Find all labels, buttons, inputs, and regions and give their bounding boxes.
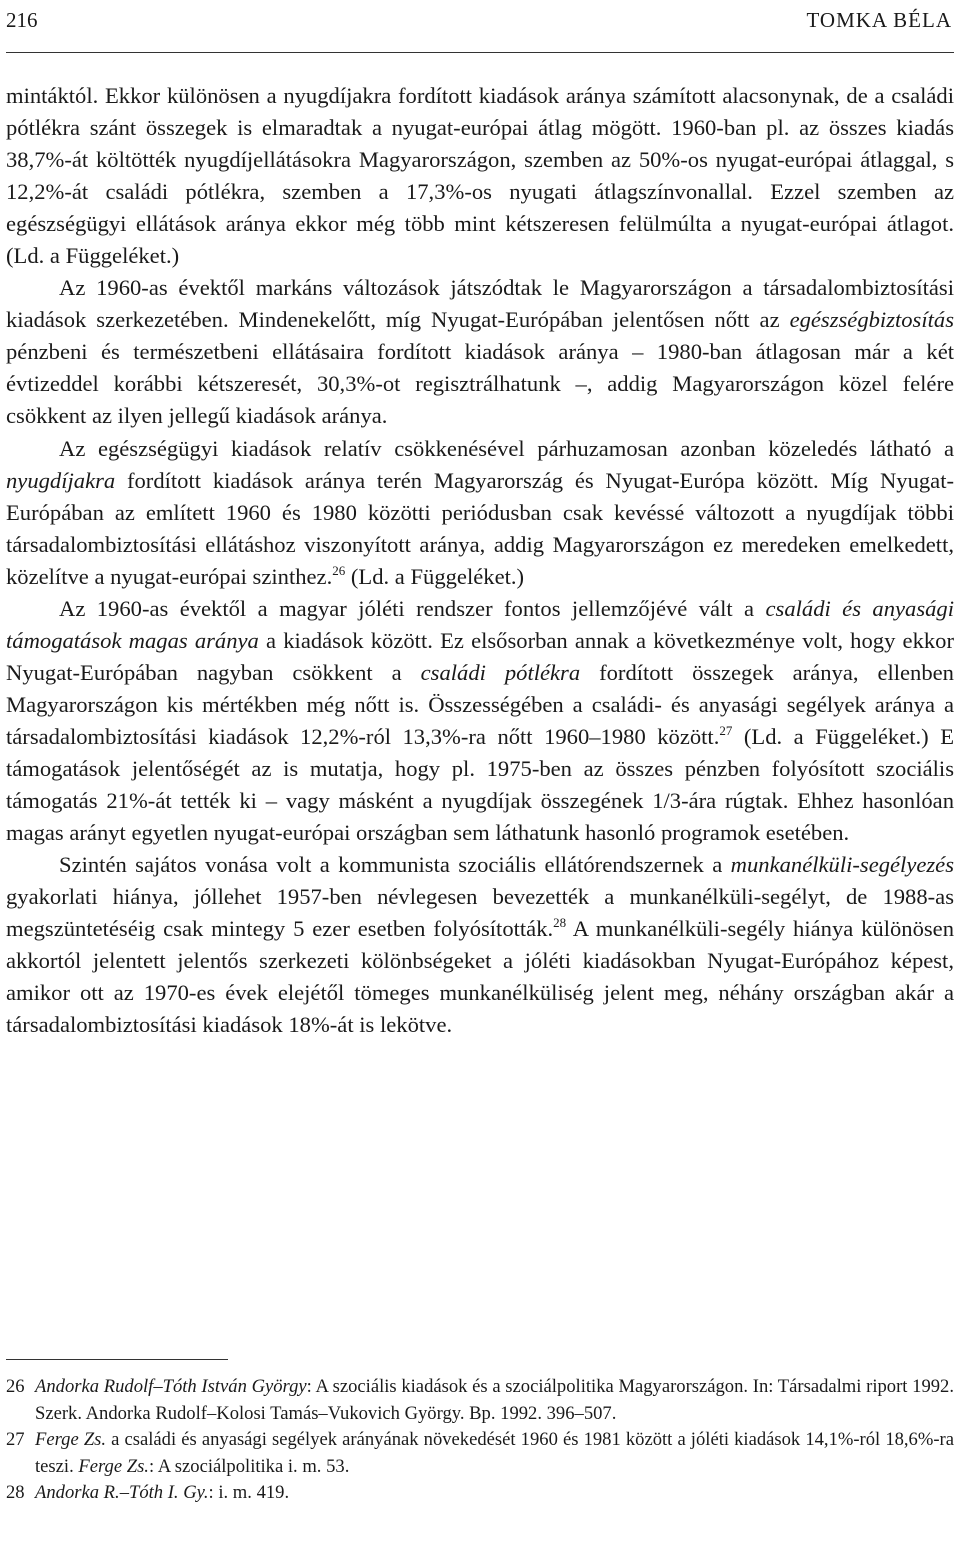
paragraph-1: mintáktól. Ekkor különösen a nyugdíjakra fordított kiadások aránya számított alacsonynak, de a családi pótlékra szánt összegek is elmaradtak a nyugat-európai átlag mögött. 1960-ban pl. az összes kiadás 38,7%-át költötték nyugdíjellátásokra Magyarországon, szemben az 50%-os nyugat-európai átlaggal, s 12,2%-át családi pótlékra, szemben a 17,3%-os nyugati átlagszínvonallal. Ezzel szemben az egészségügyi ellátások aránya ekkor még több mint kétszeresen felülmúlta a nyugat-európai átlagot. (Ld. a Függeléket.): [6, 83, 954, 269]
footnote-number: 27: [6, 1429, 25, 1451]
footnotes: [6, 1374, 954, 1507]
paragraph-3: Az egészségügyi kiadások relatív csökkenésével párhuzamosan azonban közeledés látható a nyugdíjakra fordított kiadások aránya terén Magyarország és Nyugat-Európa között. Míg Nyugat-Európában az említett 1960 és 1980 közötti periódusban csak kevéssé változott a nyugdíjak többi társadalombiztosítási ellátáshoz viszonyított aránya, addig Magyarországon ez meredeken emelkedett, közelítve a nyugat-európai szinthez.$^{26}$ (Ld. a Függeléket.): [6, 435, 954, 589]
page-header: [6, 6, 952, 34]
footnote-ref-27[interactable]: 27: [719, 722, 733, 738]
footnote-separator: [6, 1359, 228, 1360]
emphasis: családi és anyasági támogatások magas aránya: [6, 595, 954, 653]
footnote-ref-26[interactable]: 26: [332, 562, 346, 578]
paragraph-4: Az 1960-as évektől a magyar jóléti rendszer fontos jellemzőjévé vált a családi és anyasági támogatások magas aránya a kiadások között. Ez elsősorban annak a következménye volt, hogy ekkor Nyugat-Európában nagyban csökkent a családi pótlékra fordított összegek aránya, ellenben Magyarországon kis mértékben még nőtt is. Összességében a családi- és anyasági segélyek aránya a társadalombiztosítási kiadások 12,2%-ról 13,3%-ra nőtt 1960–1980 között.$^{27}$ (Ld. a Függeléket.) E támogatások jelentőségét az is mutatja, hogy pl. 1975-ben az összes pénzben folyósított szociális támogatás 21%-át tették ki – vagy másként a nyugdíjak összegének 1/3-ára rúgtak. Ehhez hasonlóan magas arányt egyetlen nyugat-európai országban sem láthatunk hasonló programok esetében.: [6, 595, 955, 846]
footnote-ref-28[interactable]: 28: [553, 915, 567, 931]
footnote-27: 27 Ferge Zs. a családi és anyasági segélyek arányának növekedését 1960 és 1981 között a jóléti kiadások 14,1%-ról 18,6%-ra teszi. Ferge Zs.: A szociálpolitika i. m. 53.: [6, 1429, 954, 1477]
paragraph-2: Az 1960-as évektől markáns változások játszódtak le Magyarországon a társadalombiztosítási kiadások szerkezetében. Mindenekelőtt, míg Nyugat-Európában jelentősen nőtt az egészségbiztosítás pénzbeni és természetbeni ellátásaira fordított kiadások aránya – 1980-ban átlagosan már a két évtizeddel korábbi kétszeresét, 30,3%-ot regisztrálhatunk –, addig Magyarországon közel felére csökkent az ilyen jellegű kiadások aránya.: [6, 275, 954, 429]
running-title: TOMKA BÉLA: [806, 8, 952, 32]
emphasis: munkanélküli-segélyezés: [730, 852, 954, 878]
emphasis: családi pótlékra: [420, 659, 581, 685]
footnote-author: Andorka R.–Tóth I. Gy.: [35, 1482, 209, 1504]
footnote-author: Ferge Zs.: [78, 1455, 149, 1477]
page-number: 216: [6, 8, 38, 32]
emphasis: egészségbiztosítás: [789, 307, 954, 333]
header-rule: [6, 52, 954, 53]
footnote-number: 26: [6, 1376, 25, 1397]
emphasis: nyugdíjakra: [6, 467, 116, 493]
footnote-26: 26 Andorka Rudolf–Tóth István György: A szociális kiadások és a szociálpolitika Magyarországon. In: Társadalmi riport 1992. Szerk. Andorka Rudolf–Kolosi Tamás–Vukovich György. Bp. 1992. 396–507.: [6, 1376, 954, 1424]
body-text: [6, 80, 954, 1041]
footnote-author: Ferge Zs.: [35, 1429, 107, 1451]
footnote-28: 28 Andorka R.–Tóth I. Gy.: i. m. 419.: [6, 1480, 954, 1507]
footnote-number: 28: [6, 1482, 25, 1504]
paragraph-5: Szintén sajátos vonása volt a kommunista szociális ellátórendszernek a munkanélküli-segélyezés gyakorlati hiánya, jóllehet 1957-ben névlegesen bevezették a munkanélküli-segélyt, de 1988-as megszüntetéséig csak mintegy 5 ezer esetben folyósították.$^{28}$ A munkanélküli-segély hiánya különösen akkortól jelentett jelentős szerkezeti kölönbségeket a jóléti kiadásokban Nyugat-Európához képest, amikor ott az 1970-es évek elejétől tömeges munkanélküliség jelent meg, néhány országban akár a társadalombiztosítási kiadások 18%-át is lekötve.: [6, 852, 955, 1038]
footnote-author: Andorka Rudolf–Tóth István György: [35, 1376, 307, 1397]
